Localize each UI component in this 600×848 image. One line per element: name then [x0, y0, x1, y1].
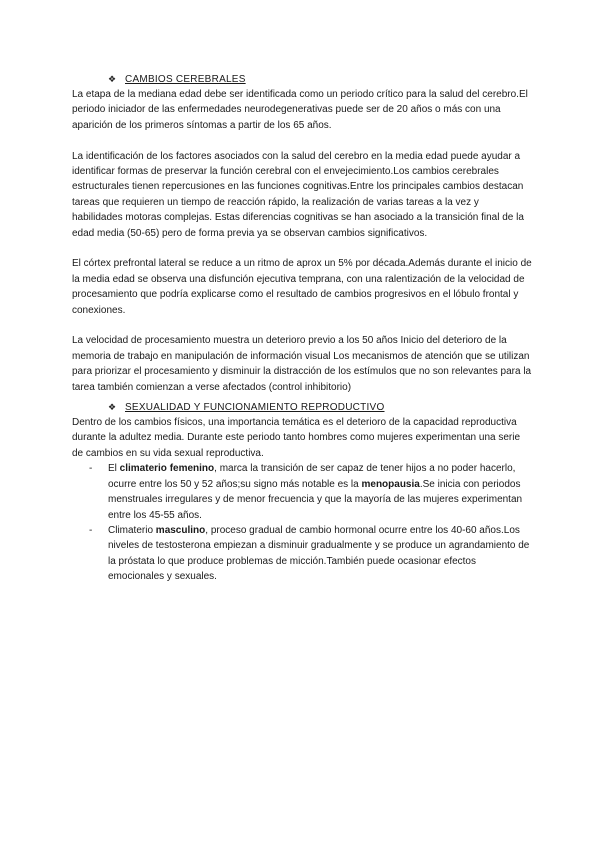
diamond-bullet-icon: ❖ — [108, 402, 117, 413]
section-title: SEXUALIDAD Y FUNCIONAMIENTO REPRODUCTIVO — [125, 401, 385, 413]
section-title: CAMBIOS CEREBRALES — [125, 73, 246, 85]
list-text: Climaterio — [108, 524, 156, 536]
bold-term: masculino — [155, 524, 206, 536]
dash-bullet: - — [89, 524, 93, 536]
list-item-climaterio-femenino — [72, 461, 532, 523]
list-text: , proceso gradual de cambio hormonal ocurre entre los 40-60 años.Los niveles de testosterona empiezan a disminuir gradualmente y se produce un agrandamiento de la próstata lo que produce problemas de micción.También puede ocasionar efectos emocionales y sexuales. — [108, 524, 530, 583]
list-item-climaterio-masculino — [72, 523, 532, 585]
section-heading-cambios-cerebrales — [108, 72, 532, 87]
paragraph: La velocidad de procesamiento muestra un deterioro previo a los 50 años Inicio del deterioro de la memoria de trabajo en manipulación de información visual Los mecanismos de atención que se utilizan para priorizar el procesamiento y disminuir la distracción de los estímulos que no son relevantes para la tarea también comienzan a verse afectados (control inhibitorio) — [72, 335, 532, 393]
dash-list — [72, 461, 532, 584]
diamond-bullet-icon: ❖ — [108, 74, 117, 84]
bold-term: climaterio femenino — [119, 463, 215, 475]
paragraph: La etapa de la mediana edad debe ser identificada como un periodo crítico para la salud del cerebro.El periodo iniciador de las enfermedades neurodegenerativas puede ser de 20 años o más con una aparición de los primeros síntomas a partir de los 65 años. — [72, 89, 528, 131]
bold-term: menopausia — [361, 478, 420, 490]
dash-bullet: - — [89, 463, 93, 475]
paragraph: El córtex prefrontal lateral se reduce a un ritmo de aprox un 5% por década.Además durante el inicio de la media edad se observa una disfunción ejecutiva temprana, con una ralentización de la velocidad de procesamiento que podría explicarse como el resultado de cambios progresivos en el lóbulo frontal y conexiones. — [72, 258, 532, 316]
document-page — [72, 72, 532, 585]
list-text: .Se inicia con periodos menstruales irregulares y de menor frecuencia y que la mayoría de las mujeres experimentan entre los 45-55 años. — [108, 478, 523, 521]
paragraph: Dentro de los cambios físicos, una importancia temática es el deterioro de la capacidad reproductiva durante la adultez media. Durante este periodo tanto hombres como mujeres experimentan una serie de cambios en su vida sexual reproductiva. — [72, 417, 521, 459]
list-text: , marca la transición de ser capaz de tener hijos a no poder hacerlo, ocurre entre los 50 y 52 años;su signo más notable es la — [108, 463, 516, 490]
list-text: El — [108, 463, 120, 475]
paragraph: La identificación de los factores asociados con la salud del cerebro en la media edad puede ayudar a identificar formas de preservar la función cerebral con el envejecimiento.Los cambios cerebrales estructurales tienen repercusiones en las funciones cognitivas.Entre los principales cambios destacan tareas que requieren un tiempo de reacción rápido, la realización de varias tareas a la vez y habilidades motoras complejas. Estas diferencias cognitivas se han asociado a la transición final de la edad media (50-65) pero de forma previa ya se observan cambios significativos. — [72, 150, 524, 239]
section-heading-sexualidad — [108, 400, 532, 415]
